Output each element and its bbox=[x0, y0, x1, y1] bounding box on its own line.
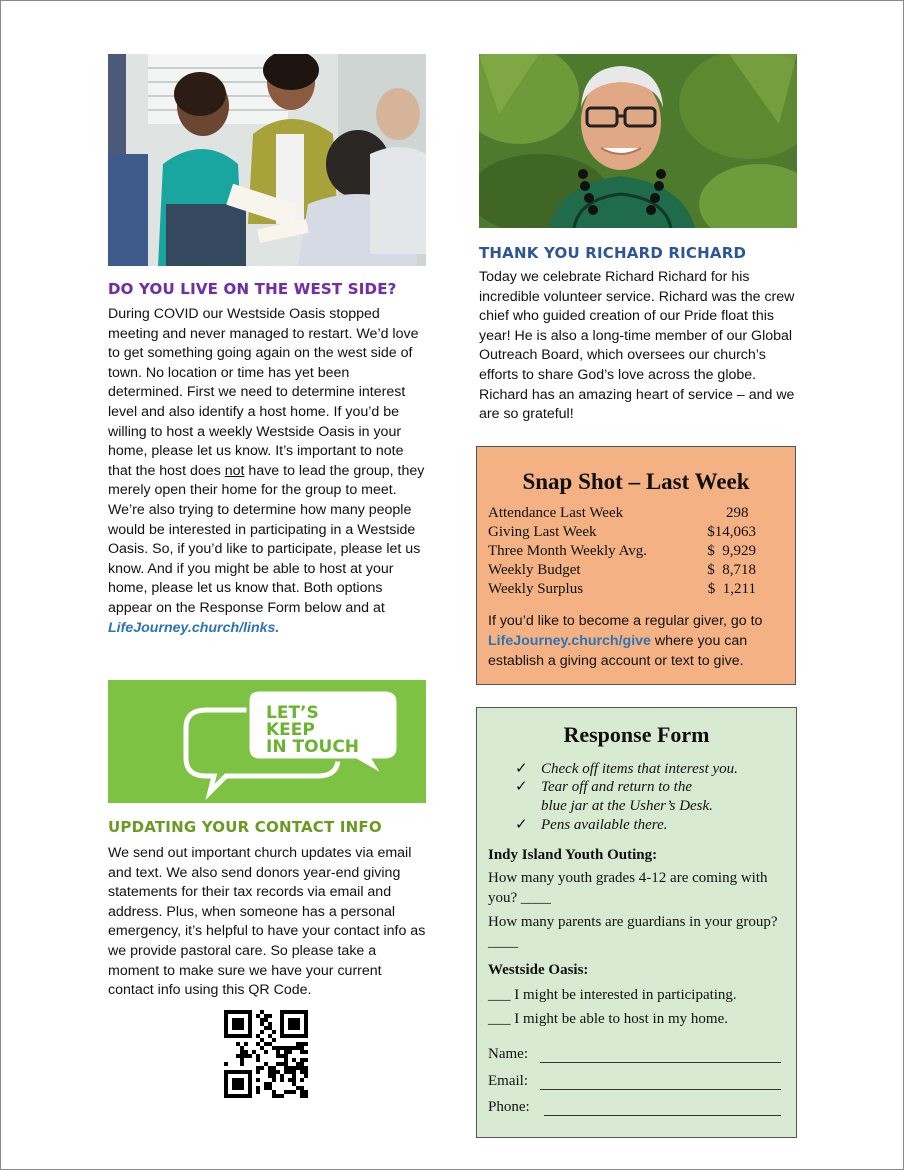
name-line[interactable] bbox=[540, 1062, 781, 1063]
thank-you-paragraph: Today we celebrate Richard Richard for his incredible volunteer service. Richard was the crew chief who guided creation of our Pride float this year! He is also a long-time member of our Global Outreach Board, which oversees our church’s efforts to share God’s love across the globe. Richard has an amazing heart of service – and we are so grateful! bbox=[479, 269, 795, 423]
snapshot-row-value: $ 1,211 bbox=[707, 581, 756, 597]
snapshot-row-label: Weekly Surplus bbox=[488, 581, 584, 597]
snapshot-row-label: Three Month Weekly Avg. bbox=[488, 543, 648, 559]
youth-outing-heading: Indy Island Youth Outing: bbox=[488, 847, 658, 863]
oasis-host-option[interactable]: ___ I might be able to host in my home. bbox=[488, 1011, 728, 1027]
group-discussion-photo bbox=[108, 54, 426, 266]
response-form bbox=[476, 707, 797, 1138]
west-side-text-a: During COVID our Westside Oasis stopped meeting and never managed to restart. We’d love to get something going again on the west side of town. No location or time has yet been determined. First we need to determine interest level and also identify a host home. If you’d be willing to host a weekly Westside Oasis in your home, please let us know. It’s important to note that the host does bbox=[108, 306, 419, 479]
check-item-text: blue jar at the Usher’s Desk. bbox=[541, 798, 713, 814]
name-field[interactable] bbox=[488, 1046, 781, 1066]
phone-line[interactable] bbox=[544, 1115, 781, 1116]
email-label: Email: bbox=[488, 1073, 528, 1089]
westside-oasis-heading: Westside Oasis: bbox=[488, 962, 589, 978]
check-item-text: Check off items that interest you. bbox=[541, 761, 738, 777]
snapshot-row bbox=[488, 562, 756, 581]
checkmark-icon: ✓ bbox=[515, 779, 528, 795]
snapshot-title: Snap Shot – Last Week bbox=[522, 469, 750, 494]
contact-info-heading: UPDATING YOUR CONTACT INFO bbox=[108, 818, 382, 836]
name-label: Name: bbox=[488, 1046, 528, 1062]
response-form-title: Response Form bbox=[563, 722, 710, 747]
email-field[interactable] bbox=[488, 1073, 781, 1093]
snapshot-row-value: $ 8,718 bbox=[707, 562, 756, 578]
checkmark-icon: ✓ bbox=[515, 817, 528, 833]
snapshot-row-label: Attendance Last Week bbox=[488, 505, 624, 521]
west-side-not: not bbox=[224, 462, 245, 479]
banner-line1: LET’S bbox=[266, 703, 319, 723]
banner-line2: KEEP bbox=[266, 720, 315, 740]
snapshot-row-value: 298 bbox=[726, 505, 756, 521]
contact-qr-code[interactable] bbox=[224, 1010, 308, 1098]
west-side-paragraph bbox=[108, 305, 426, 638]
snapshot-footer bbox=[488, 611, 788, 671]
thank-you-heading: THANK YOU RICHARD RICHARD bbox=[479, 244, 747, 262]
snapshot-footer-text-b: where you can establish a giving account or text to give. bbox=[488, 633, 748, 669]
snapshot-row-label: Giving Last Week bbox=[488, 524, 597, 540]
snapshot-row bbox=[488, 581, 756, 600]
snapshot-row-value: $ 9,929 bbox=[707, 543, 756, 559]
youth-count-question[interactable]: How many youth grades 4-12 are coming with you? ____ bbox=[488, 870, 768, 906]
check-item-text: Tear off and return to the bbox=[541, 779, 692, 795]
give-url[interactable]: LifeJourney.church/give bbox=[488, 633, 651, 649]
contact-info-paragraph: We send out important church updates via email and text. We also send donors year-end giving statements for their tax records via email and address. Plus, when someone has a personal emergency, it’s helpful to have your contact info as we provide pastoral care. So please take a moment to make sure we have your current contact info using this QR Code. bbox=[108, 845, 426, 999]
check-item-text: Pens available there. bbox=[541, 817, 668, 833]
richard-portrait-photo bbox=[479, 54, 797, 228]
phone-label: Phone: bbox=[488, 1099, 530, 1115]
parent-count-question[interactable]: How many parents are guardians in your group? ____ bbox=[488, 914, 778, 950]
email-line[interactable] bbox=[540, 1089, 781, 1090]
west-side-heading: DO YOU LIVE ON THE WEST SIDE? bbox=[108, 280, 397, 298]
banner-line3: IN TOUCH bbox=[266, 737, 360, 757]
oasis-participate-option[interactable]: ___ I might be interested in participating. bbox=[488, 987, 737, 1003]
checkmark-icon: ✓ bbox=[515, 761, 528, 777]
phone-field[interactable] bbox=[488, 1099, 781, 1119]
snapshot-row-label: Weekly Budget bbox=[488, 562, 581, 578]
snapshot-row bbox=[488, 524, 756, 543]
snapshot-footer-text-a: If you’d like to become a regular giver, go to bbox=[488, 613, 763, 629]
links-url[interactable]: LifeJourney.church/links. bbox=[108, 619, 280, 636]
keep-in-touch-banner bbox=[108, 680, 426, 803]
west-side-text-b: have to lead the group, they merely open their home for the group to meet. We’re also trying to determine how many people would be interested in participating in a Westside Oasis. So, if you’d like to participate, please let us know. And if you might be able to host at your home, please let us know that. Both options appear on the Response Form below and at bbox=[108, 462, 425, 616]
snapshot-row bbox=[488, 543, 756, 562]
snapshot-box bbox=[476, 446, 796, 685]
snapshot-row bbox=[488, 505, 756, 524]
snapshot-row-value: $14,063 bbox=[707, 524, 756, 540]
